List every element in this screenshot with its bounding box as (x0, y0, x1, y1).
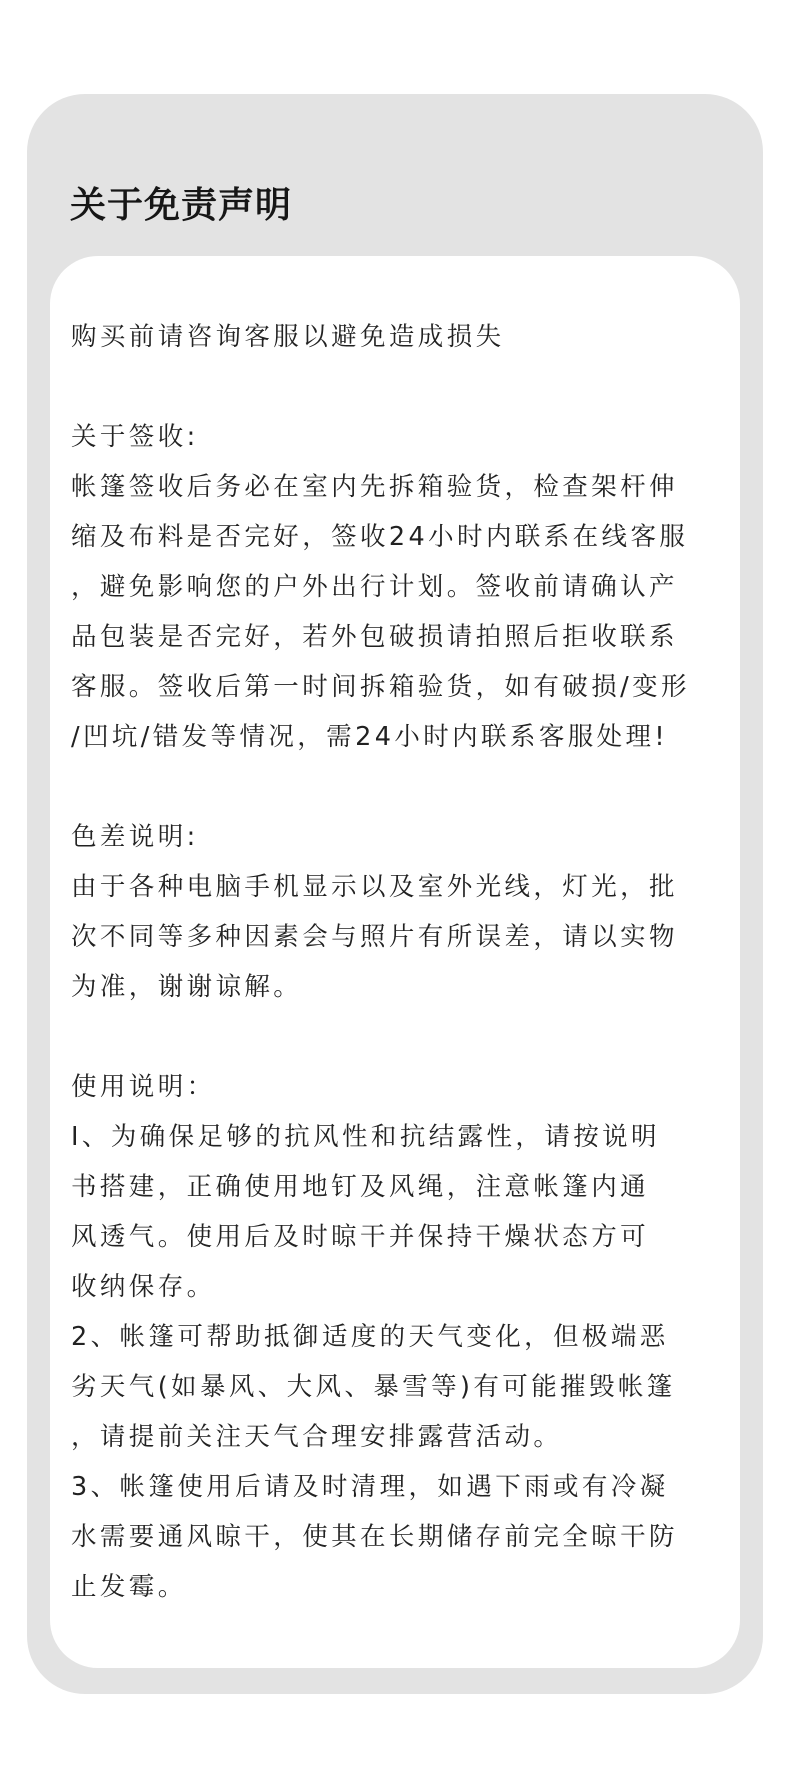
page-title: 关于免责声明 (70, 185, 293, 226)
section-text-color: 由于各种电脑手机显示以及室外光线，灯光，批 次不同等多种因素会与照片有所误差，请以实物 为准，谢谢谅解。 (71, 872, 678, 1002)
usage-item-3: 3、帐篷使用后请及时清理，如遇下雨或有冷凝 水需要通风晾干，使其在长期储存前完全晾干防 止发霉。 (71, 1472, 678, 1602)
spacer (71, 762, 741, 812)
section-heading-usage: 使用说明： (71, 1072, 216, 1102)
usage-item-1: I、为确保足够的抗风性和抗结露性，请按说明 书搭建，正确使用地钉及风绳，注意帐篷内通 风透气。使用后及时晾干并保持干燥状态方可 收纳保存。 (71, 1122, 660, 1302)
usage-item-2: 2、帐篷可帮助抵御适度的天气变化，但极端恶 劣天气(如暴风、大风、暴雪等)有可能摧毁帐篷 ，请提前关注天气合理安排露营活动。 (71, 1322, 676, 1452)
section-heading-receipt: 关于签收: (71, 422, 199, 452)
section-text-receipt: 帐篷签收后务必在室内先拆箱验货，检查架杆伸 缩及布料是否完好，签收24小时内联系在线客服 ，避免影响您的户外出行计划。签收前请确认产 品包装是否完好，若外包破损请拍照后拒收联系 客服。签收后第一时间拆箱验货，如有破损/变形 /凹坑/错发等情况，需24小时内联系客服处理! (71, 472, 690, 752)
spacer (71, 362, 741, 412)
section-heading-color: 色差说明: (71, 822, 199, 852)
spacer (71, 1012, 741, 1062)
intro-text: 购买前请咨询客服以避免造成损失 (71, 322, 505, 352)
disclaimer-content (71, 312, 741, 1612)
